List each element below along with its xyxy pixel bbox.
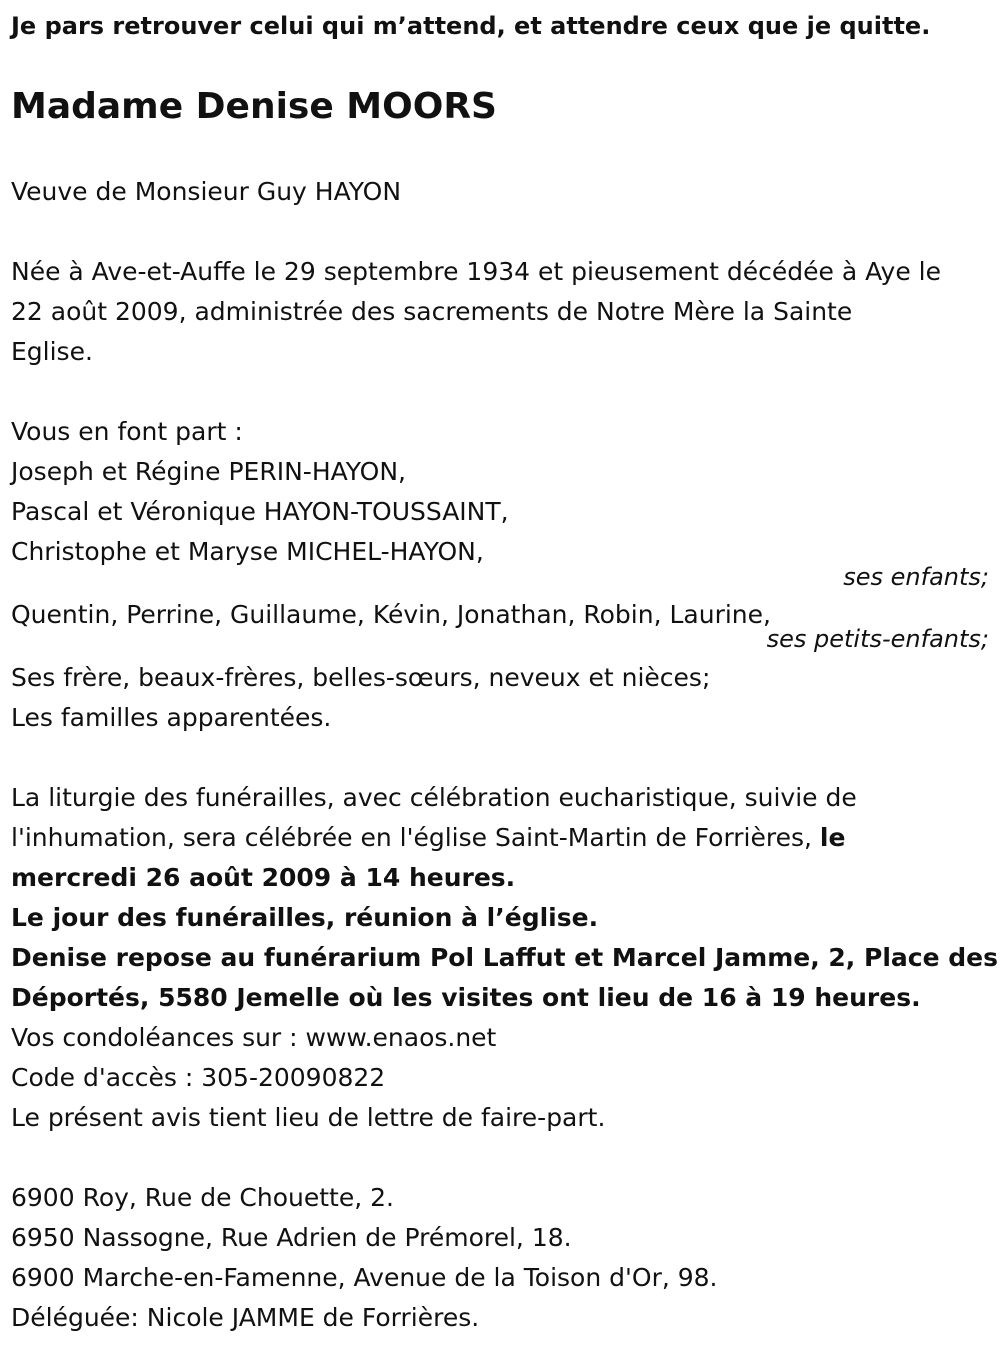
funeral-home-line-1: Denise repose au funérarium Pol Laffut et Marcel Jamme, 2, Place des [11,943,998,972]
grandchildren-label: ses petits-enfants; [766,625,989,653]
notice-line: Le présent avis tient lieu de lettre de faire-part. [11,1103,606,1132]
birth-line-1: Née à Ave-et-Auffe le 29 septembre 1934 et pieusement décédée à Aye le [11,257,941,286]
widow-line: Veuve de Monsieur Guy HAYON [11,177,402,206]
funeral-home-line-2: Déportés, 5580 Jemelle où les visites ont lieu de 16 à 19 heures. [11,983,921,1012]
address-line: 6900 Roy, Rue de Chouette, 2. [11,1183,394,1212]
child-line: Joseph et Régine PERIN-HAYON, [11,457,407,486]
gathering-line: Le jour des funérailles, réunion à l’église. [11,903,599,932]
address-line: 6900 Marche-en-Famenne, Avenue de la Toison d'Or, 98. [11,1263,718,1292]
birth-line-2: 22 août 2009, administrée des sacrements de Notre Mère la Sainte [11,297,853,326]
deceased-name: Madame Denise MOORS [11,86,497,127]
liturgy-date: mercredi 26 août 2009 à 14 heures. [11,863,516,892]
liturgy-line-1: La liturgie des funérailles, avec célébration eucharistique, suivie de [11,783,857,812]
condolences-line: Vos condoléances sur : www.enaos.net [11,1023,497,1052]
address-line: 6950 Nassogne, Rue Adrien de Prémorel, 18. [11,1223,572,1252]
relatives-line: Les familles apparentées. [11,703,332,732]
epigraph-quote: Je pars retrouver celui qui m’attend, et attendre ceux que je quitte. [11,12,931,40]
delegate-line: Déléguée: Nicole JAMME de Forrières. [11,1303,480,1332]
liturgy-line-2 [11,818,845,858]
children-label: ses enfants; [843,563,989,591]
child-line: Christophe et Maryse MICHEL-HAYON, [11,537,484,566]
birth-line-3: Eglise. [11,337,93,366]
child-line: Pascal et Véronique HAYON-TOUSSAINT, [11,497,509,526]
grandchildren-line: Quentin, Perrine, Guillaume, Kévin, Jonathan, Robin, Laurine, [11,600,771,629]
access-code-line: Code d'accès : 305-20090822 [11,1063,386,1092]
liturgy-text: l'inhumation, sera célébrée en l'église Saint-Martin de Forrières, [11,823,820,852]
liturgy-date-start: le [819,823,846,852]
relatives-line: Ses frère, beaux-frères, belles-sœurs, neveux et nièces; [11,663,711,692]
announce-intro: Vous en font part : [11,417,243,446]
